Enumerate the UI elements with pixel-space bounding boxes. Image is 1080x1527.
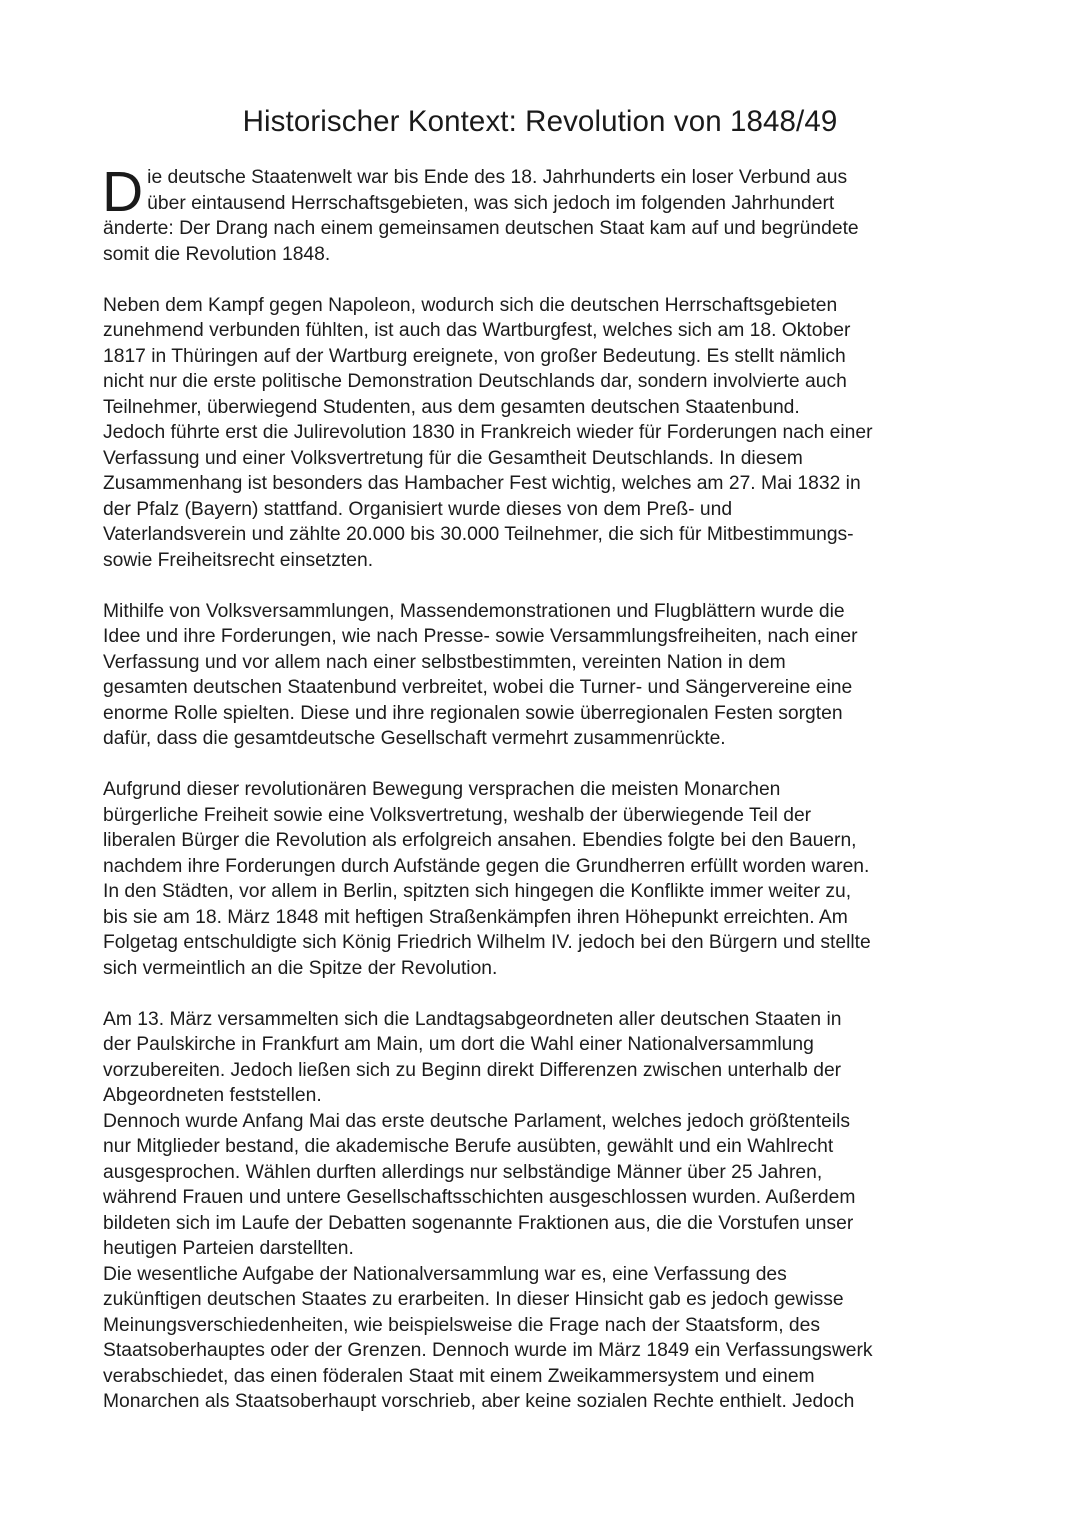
text-line: In den Städten, vor allem in Berlin, spitzten sich hingegen die Konflikte immer weiter zu, — [103, 881, 852, 902]
paragraph — [103, 1109, 993, 1262]
text-line: Neben dem Kampf gegen Napoleon, wodurch sich die deutschen Herrschaftsgebieten — [103, 294, 838, 316]
text-line: verabschiedet, das einen föderalen Staat mit einem Zweikammersystem und einem — [103, 1365, 815, 1387]
text-line: über eintausend Herrschaftsgebieten, was sich jedoch im folgenden Jahrhundert — [147, 192, 835, 214]
text-line: Mithilfe von Volksversammlungen, Massendemonstrationen und Flugblättern wurde die — [103, 600, 845, 622]
text-line: enorme Rolle spielten. Diese und ihre regionalen sowie überregionalen Festen sorgten — [103, 702, 843, 724]
text-line: zunehmend verbunden fühlten, ist auch das Wartburgfest, welches sich am 18. Oktober — [103, 320, 851, 341]
text-line: ie deutsche Staatenwelt war bis Ende des 18. Jahrhunderts ein loser Verbund aus — [147, 167, 848, 188]
text-line: heutigen Parteien darstellten. — [103, 1238, 354, 1259]
paragraph — [103, 599, 993, 752]
text-line: bürgerliche Freiheit sowie eine Volksvertretung, weshalb der überwiegende Teil der — [103, 804, 812, 826]
drop-cap: D — [102, 160, 144, 224]
text-line: sowie Freiheitsrecht einsetzten. — [103, 549, 374, 571]
paragraph — [103, 1262, 993, 1415]
text-line: Jedoch führte erst die Julirevolution 1830 in Frankreich wieder für Forderungen nach einer — [103, 422, 873, 443]
text-line: Meinungsverschiedenheiten, wie beispielsweise die Frage nach der Staatsform, des — [103, 1314, 821, 1336]
text-line: sich vermeintlich an die Spitze der Revolution. — [103, 957, 498, 979]
text-line: Die wesentliche Aufgabe der Nationalversammlung war es, eine Verfassung des — [103, 1263, 787, 1285]
text-line: Idee und ihre Forderungen, wie nach Presse- sowie Versammlungsfreiheiten, nach einer — [103, 626, 858, 647]
paragraph — [103, 777, 993, 981]
text-line: ausgesprochen. Wählen durften allerdings nur selbständige Männer über 25 Jahren, — [103, 1161, 823, 1183]
text-line: dafür, dass die gesamtdeutsche Gesellschaft vermehrt zusammenrückte. — [103, 728, 726, 749]
text-line: Folgetag entschuldigte sich König Friedrich Wilhelm IV. jedoch bei den Bürgern und stellte — [103, 932, 871, 953]
text-line: 1817 in Thüringen auf der Wartburg ereignete, von großer Bedeutung. Es stellt nämlich — [103, 345, 846, 367]
text-line: Dennoch wurde Anfang Mai das erste deutsche Parlament, welches jedoch größtenteils — [103, 1110, 851, 1132]
document-title: Historischer Kontext: Revolution von 1848/49 — [242, 105, 838, 138]
text-line: liberalen Bürger die Revolution als erfolgreich ansahen. Ebendies folgte bei den Bauern, — [103, 830, 857, 851]
text-line: bildeten sich im Laufe der Debatten sogenannte Fraktionen aus, die die Vorstufen unser — [103, 1212, 854, 1234]
text-line: somit die Revolution 1848. — [103, 243, 331, 265]
document-body — [102, 160, 993, 1415]
paragraph — [103, 293, 993, 574]
paragraph — [103, 1007, 993, 1109]
text-line: bis sie am 18. März 1848 mit heftigen Straßenkämpfen ihren Höhepunkt erreichten. Am — [103, 906, 848, 928]
text-line: nur Mitglieder bestand, die akademische Berufe ausübten, gewählt und ein Wahlrecht — [103, 1136, 834, 1157]
text-line: der Pfalz (Bayern) stattfand. Organisiert wurde dieses von dem Preß- und — [103, 498, 733, 520]
paragraph — [102, 160, 993, 267]
text-line: Teilnehmer, überwiegend Studenten, aus dem gesamten deutschen Staatenbund. — [103, 396, 800, 418]
text-line: Monarchen als Staatsoberhaupt vorschrieb, aber keine sozialen Rechte enthielt. Jedoch — [103, 1391, 855, 1412]
text-line: Staatsoberhauptes oder der Grenzen. Dennoch wurde im März 1849 ein Verfassungswerk — [103, 1340, 873, 1361]
text-line: Abgeordneten feststellen. — [103, 1085, 322, 1106]
text-line: gesamten deutschen Staatenbund verbreitet, wobei die Turner- und Sängervereine eine — [103, 677, 853, 698]
text-line: Aufgrund dieser revolutionären Bewegung versprachen die meisten Monarchen — [103, 779, 781, 800]
text-line: während Frauen und untere Gesellschaftsschichten ausgeschlossen wurden. Außerdem — [103, 1187, 856, 1208]
text-line: nicht nur die erste politische Demonstration Deutschlands dar, sondern involvierte auch — [103, 371, 847, 392]
text-line: der Paulskirche in Frankfurt am Main, um dort die Wahl einer Nationalversammlung — [103, 1034, 814, 1055]
text-line: änderte: Der Drang nach einem gemeinsamen deutschen Staat kam auf und begründete — [103, 218, 859, 239]
text-line: Verfassung und einer Volksvertretung für die Gesamtheit Deutschlands. In diesem — [103, 447, 803, 469]
text-line: Verfassung und vor allem nach einer selbstbestimmten, vereinten Nation in dem — [103, 651, 786, 673]
text-line: Zusammenhang ist besonders das Hambacher Fest wichtig, welches am 27. Mai 1832 in — [103, 473, 861, 494]
text-line: vorzubereiten. Jedoch ließen sich zu Beginn direkt Differenzen zwischen unterhalb der — [103, 1059, 842, 1081]
text-line: Vaterlandsverein und zählte 20.000 bis 30.000 Teilnehmer, die sich für Mitbestimmungs- — [103, 524, 854, 545]
text-line: nachdem ihre Forderungen durch Aufstände gegen die Grundherren erfüllt worden waren. — [103, 855, 870, 877]
text-line: zukünftigen deutschen Staates zu erarbeiten. In dieser Hinsicht gab es jedoch gewisse — [103, 1289, 844, 1310]
text-line: Am 13. März versammelten sich die Landtagsabgeordneten aller deutschen Staaten in — [103, 1008, 842, 1030]
